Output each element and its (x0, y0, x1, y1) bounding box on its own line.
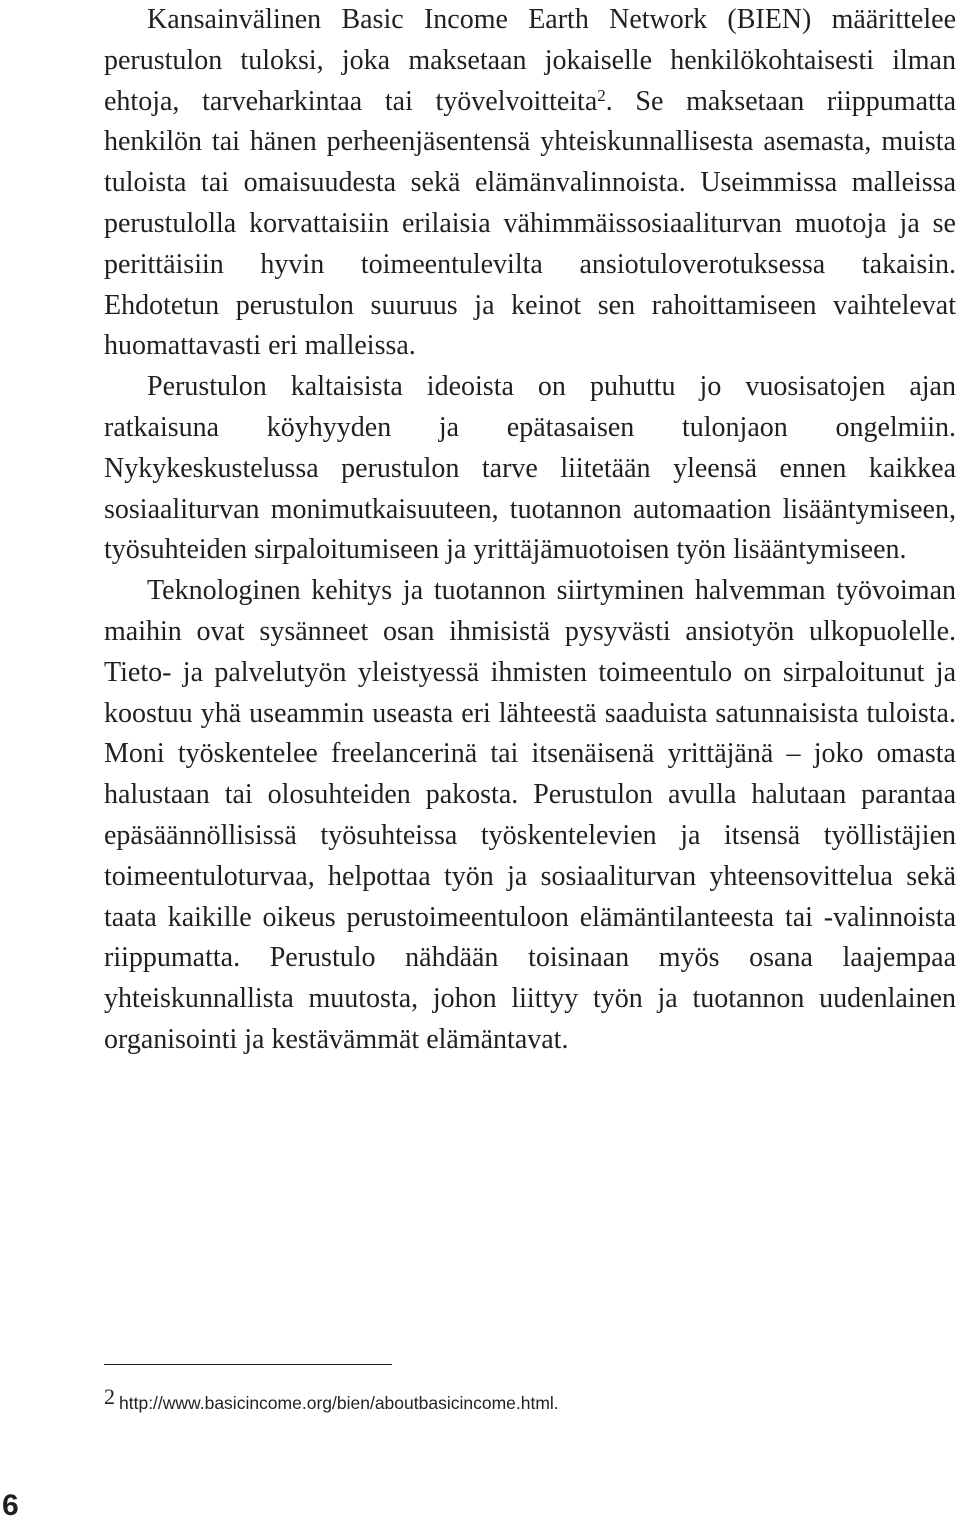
footnote-link[interactable]: http://www.basicincome.org/bien/aboutbasicincome.html. (119, 1393, 559, 1413)
footnote-divider (104, 1364, 392, 1365)
footnote-reference[interactable]: 2 (597, 85, 606, 105)
footnote (104, 1384, 559, 1414)
page-number: 6 (2, 1489, 19, 1522)
paragraph-history: Perustulon kaltaisista ideoista on puhuttu jo vuosisatojen ajan ratkaisuna köyhyyden ja epätasaisen tulonjaon ongelmiin. Nykykeskustelussa perustulon tarve liitetään yleensä ennen kaikkea sosiaaliturvan monimutkaisuuteen, tuotannon automaation lisääntymiseen, työsuhteiden sirpaloitumiseen ja yrittäjämuotoisen työn lisääntymiseen. (104, 371, 956, 566)
paragraph-bien-definition (104, 0, 956, 367)
paragraph-text: . Se maksetaan riippumatta henkilön tai hänen perheenjäsentensä yhteiskunnallisesta asemasta, muista tuloista tai omaisuudesta sekä elämänvalinnoista. Useimmissa malleissa perustulolla korvattaisiin erilaisia vähimmäissosiaaliturvan muotoja ja se perittäisiin hyvin toimeentulevilta ansiotuloverotuksessa takaisin. Ehdotetun perustulon suuruus ja keinot sen rahoittamiseen vaihtelevat huomattavasti eri malleissa. (104, 85, 956, 362)
paragraph-text: Kansainvälinen Basic Income Earth Network (BIEN) määrittelee perustulon tuloksi, joka maksetaan jokaiselle henkilökohtaisesti ilman ehtoja, tarveharkintaa tai työvelvoitteita (104, 4, 956, 117)
footnote-number: 2 (104, 1384, 115, 1409)
body-text (104, 0, 956, 1061)
paragraph-technology: Teknologinen kehitys ja tuotannon siirtyminen halvemman työvoiman maihin ovat sysänneet osan ihmisistä pysyvästi ansiotyön ulkopuolelle. Tieto- ja palvelutyön yleistyessä ihmisten toimeentulo on sirpaloitunut ja koostuu yhä useammin useasta eri lähteestä saaduista satunnaisista tuloista. Moni työskentelee freelancerinä tai itsenäisenä yrittäjänä – joko omasta halustaan tai olosuhteiden pakosta. Perustulon avulla halutaan parantaa epäsäännöllisissä työsuhteissa työskentelevien ja itsensä työllistäjien toimeentuloturvaa, helpottaa työn ja sosiaaliturvan yhteensovittelua sekä taata kaikille oikeus perustoimeentuloon elämäntilanteesta tai -valinnoista riippumatta. Perustulo nähdään toisinaan myös osana laajempaa yhteiskunnallista muutosta, johon liittyy työn ja tuotannon uudenlainen organisointi ja kestävämmät elämäntavat. (104, 575, 956, 1055)
